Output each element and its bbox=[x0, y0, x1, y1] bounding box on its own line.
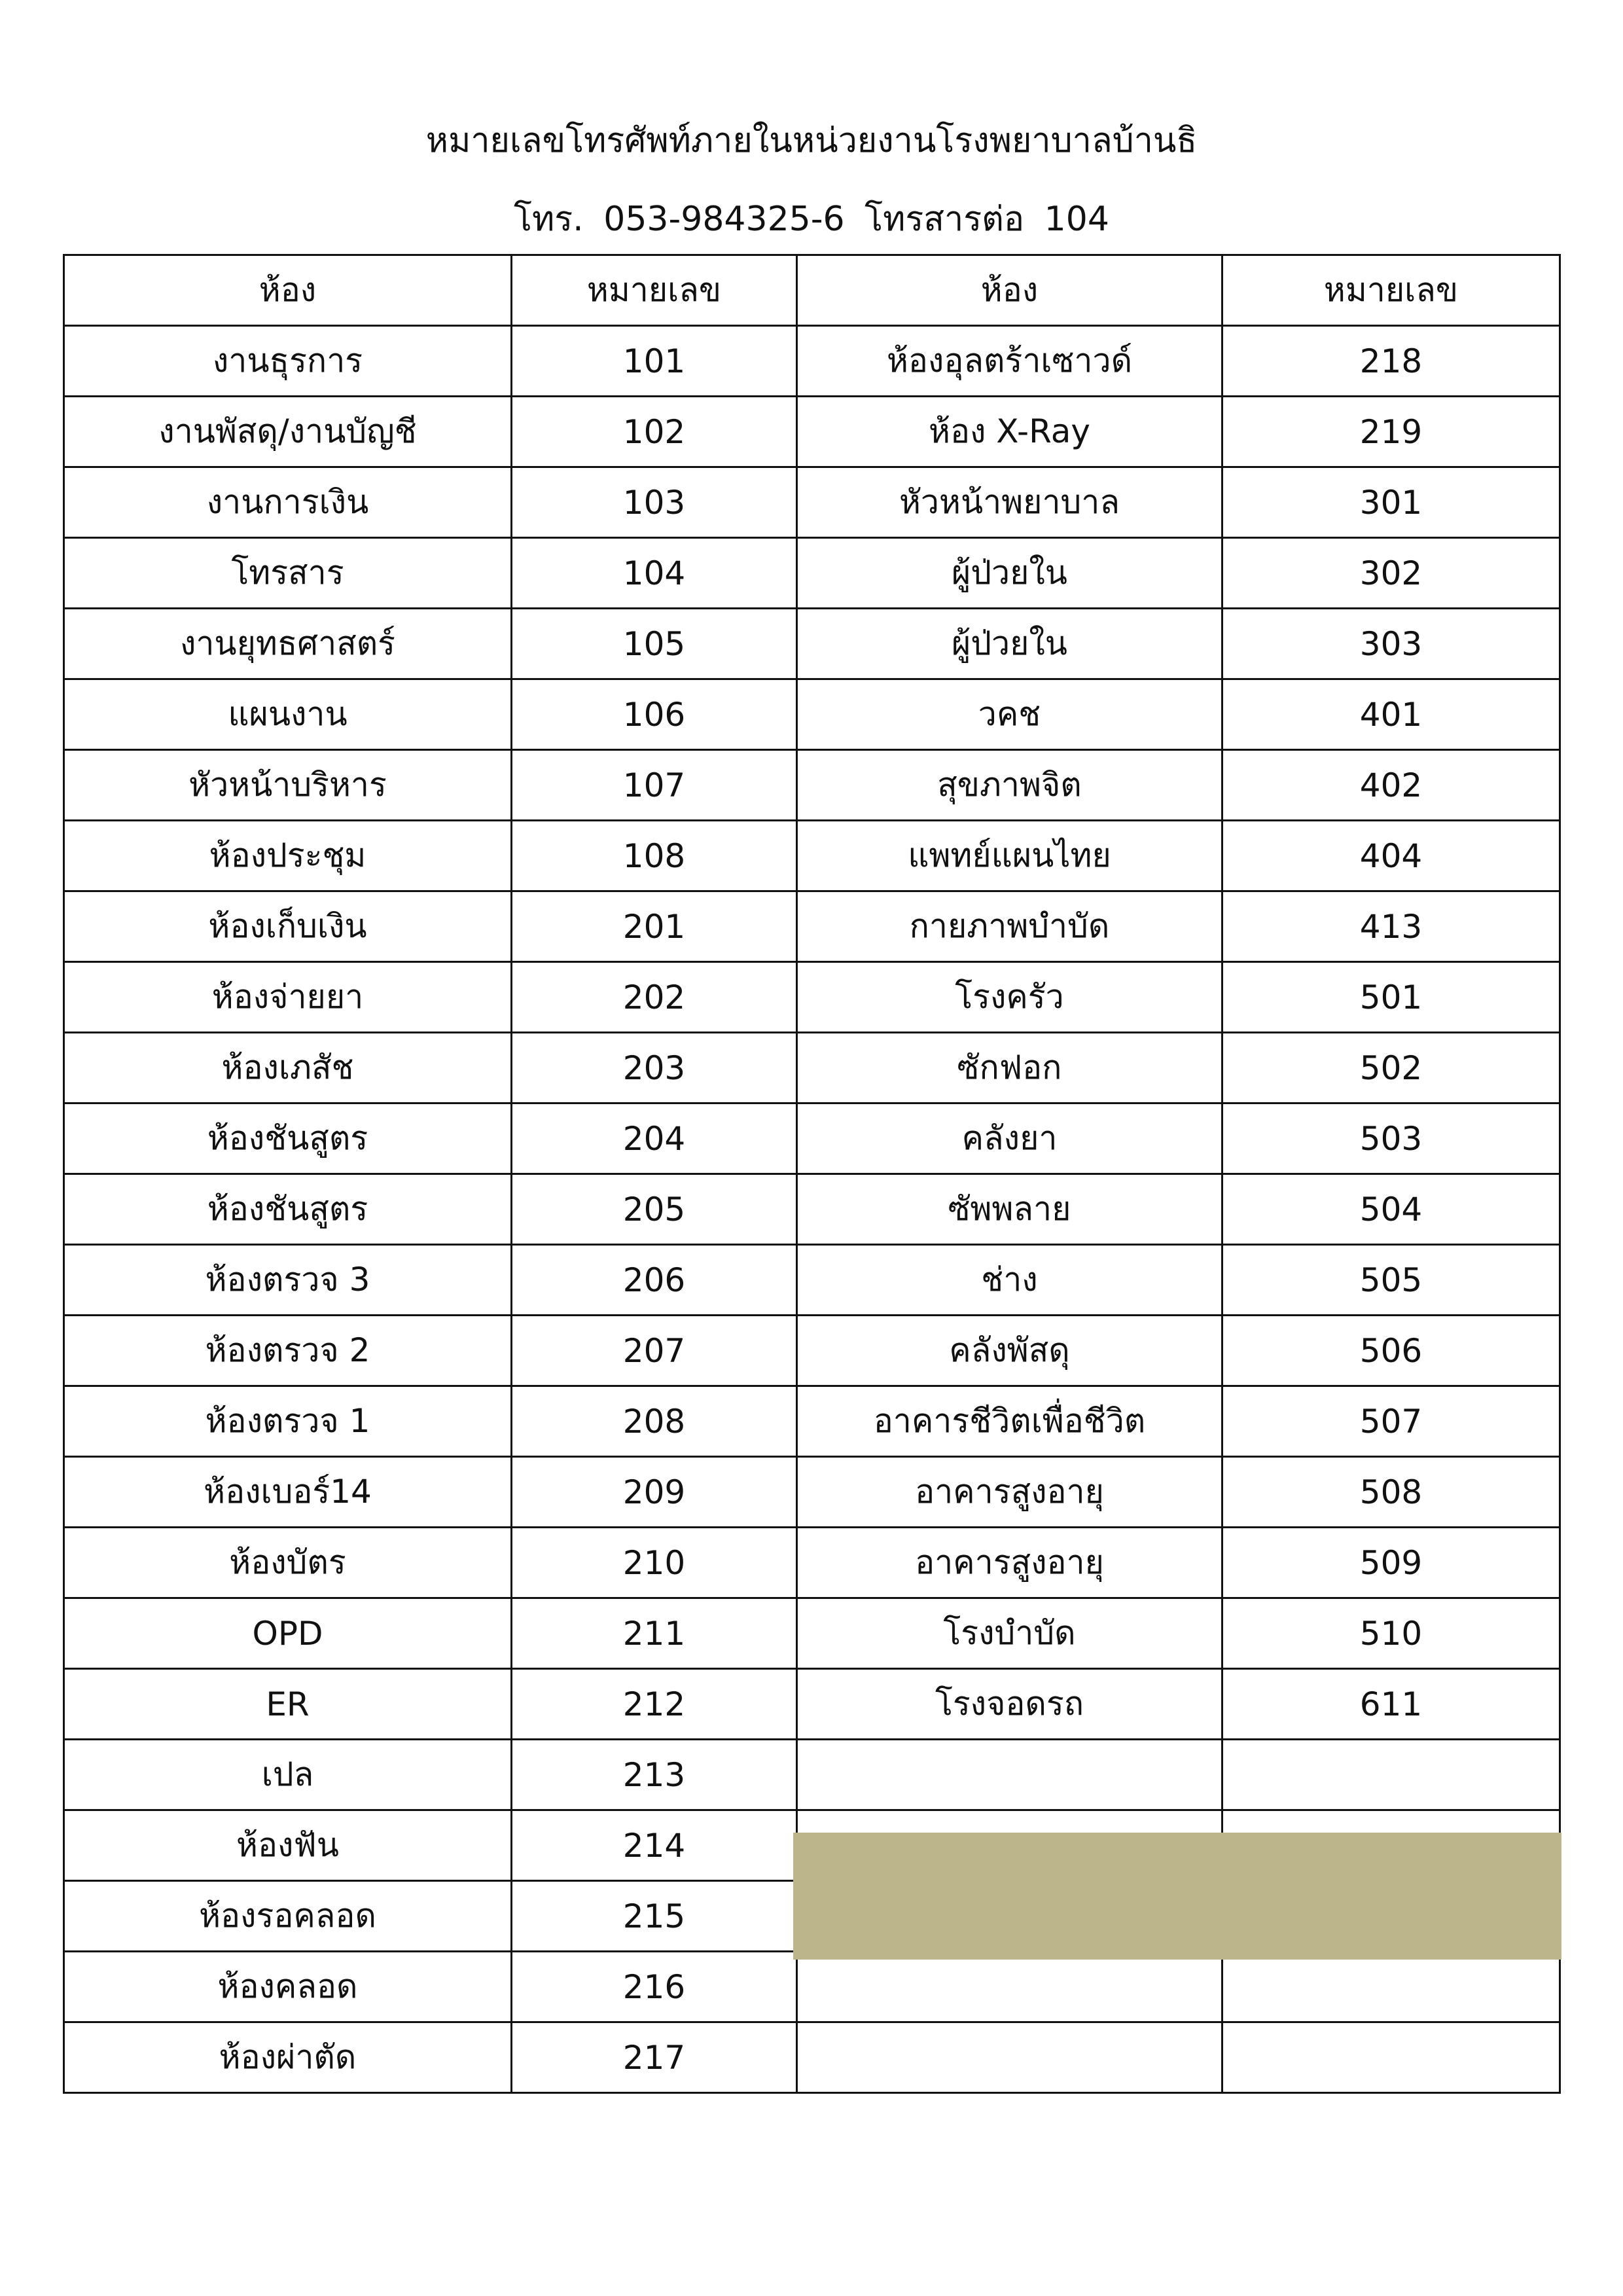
table-row bbox=[64, 467, 1560, 538]
cell-number-right: 302 bbox=[1222, 538, 1560, 609]
cell-room-left: ห้องจ่ายยา bbox=[64, 962, 512, 1033]
table-row bbox=[64, 1952, 1560, 2022]
table-row bbox=[64, 609, 1560, 679]
cell-number-right: 404 bbox=[1222, 821, 1560, 891]
cell-room-left: ห้องตรวจ 2 bbox=[64, 1316, 512, 1386]
cell-number-left: 206 bbox=[512, 1245, 797, 1316]
cell-room-left: ห้องชันสูตร bbox=[64, 1174, 512, 1245]
cell-room-right: หัวหน้าพยาบาล bbox=[797, 467, 1222, 538]
table-row bbox=[64, 1386, 1560, 1457]
cell-number-left: 205 bbox=[512, 1174, 797, 1245]
cell-number-right: 509 bbox=[1222, 1528, 1560, 1598]
cell-number-left: 103 bbox=[512, 467, 797, 538]
cell-number-left: 102 bbox=[512, 397, 797, 467]
cell-room-right: แพทย์แผนไทย bbox=[797, 821, 1222, 891]
cell-number-left: 203 bbox=[512, 1033, 797, 1103]
table-row bbox=[64, 2022, 1560, 2093]
cell-room-left: ห้องตรวจ 1 bbox=[64, 1386, 512, 1457]
table-row bbox=[64, 821, 1560, 891]
cell-room-left: ห้องผ่าตัด bbox=[64, 2022, 512, 2093]
cell-room-right: โรงบำบัด bbox=[797, 1598, 1222, 1669]
cell-room-right bbox=[797, 1740, 1222, 1810]
cell-room-left: ห้องเภสัช bbox=[64, 1033, 512, 1103]
cell-number-left: 216 bbox=[512, 1952, 797, 2022]
cell-room-left: ห้องประชุม bbox=[64, 821, 512, 891]
cell-room-left: ห้องตรวจ 3 bbox=[64, 1245, 512, 1316]
cell-number-right: 502 bbox=[1222, 1033, 1560, 1103]
cell-room-left: งานการเงิน bbox=[64, 467, 512, 538]
cell-number-left: 209 bbox=[512, 1457, 797, 1528]
cell-room-right: ช่าง bbox=[797, 1245, 1222, 1316]
table-row bbox=[64, 1669, 1560, 1740]
cell-room-left: OPD bbox=[64, 1598, 512, 1669]
cell-room-left: ห้องชันสูตร bbox=[64, 1103, 512, 1174]
cell-number-left: 105 bbox=[512, 609, 797, 679]
cell-number-left: 213 bbox=[512, 1740, 797, 1810]
document-title: หมายเลขโทรศัพท์ภายในหน่วยงานโรงพยาบาลบ้านธิ bbox=[425, 121, 1198, 160]
cell-number-right: 401 bbox=[1222, 679, 1560, 750]
table-row bbox=[64, 397, 1560, 467]
cell-room-left: ห้องคลอด bbox=[64, 1952, 512, 2022]
cell-room-right: ซักฟอก bbox=[797, 1033, 1222, 1103]
cell-number-left: 201 bbox=[512, 891, 797, 962]
header-number-right: หมายเลข bbox=[1222, 255, 1560, 326]
cell-room-right: ห้องอุลตร้าเซาวด์ bbox=[797, 326, 1222, 397]
cell-room-left: ห้องเก็บเงิน bbox=[64, 891, 512, 962]
table-row bbox=[64, 1740, 1560, 1810]
cell-number-right: 505 bbox=[1222, 1245, 1560, 1316]
cell-room-left: ห้องบัตร bbox=[64, 1528, 512, 1598]
cell-number-right: 501 bbox=[1222, 962, 1560, 1033]
cell-number-left: 107 bbox=[512, 750, 797, 821]
cell-number-right: 218 bbox=[1222, 326, 1560, 397]
cell-number-left: 212 bbox=[512, 1669, 797, 1740]
cell-number-left: 108 bbox=[512, 821, 797, 891]
table-row bbox=[64, 1598, 1560, 1669]
cell-number-right: 219 bbox=[1222, 397, 1560, 467]
table-row bbox=[64, 679, 1560, 750]
cell-room-left: หัวหน้าบริหาร bbox=[64, 750, 512, 821]
table-row bbox=[64, 326, 1560, 397]
cell-room-left: ห้องฟัน bbox=[64, 1810, 512, 1881]
table-header-row bbox=[64, 255, 1560, 326]
cell-number-right bbox=[1222, 1740, 1560, 1810]
cell-number-right: 510 bbox=[1222, 1598, 1560, 1669]
cell-room-right bbox=[797, 1952, 1222, 2022]
cell-room-right: คลังยา bbox=[797, 1103, 1222, 1174]
cell-room-right: กายภาพบำบัด bbox=[797, 891, 1222, 962]
cell-room-right bbox=[797, 2022, 1222, 2093]
cell-room-right: คลังพัสดุ bbox=[797, 1316, 1222, 1386]
cell-room-right: ซัพพลาย bbox=[797, 1174, 1222, 1245]
table-row bbox=[64, 1174, 1560, 1245]
cell-number-left: 217 bbox=[512, 2022, 797, 2093]
contact-line: โทร. 053-984325-6 โทรสารต่อ 104 bbox=[514, 200, 1109, 239]
cell-room-left: โทรสาร bbox=[64, 538, 512, 609]
cell-number-left: 208 bbox=[512, 1386, 797, 1457]
cell-number-right: 506 bbox=[1222, 1316, 1560, 1386]
cell-number-right: 508 bbox=[1222, 1457, 1560, 1528]
cell-number-left: 207 bbox=[512, 1316, 797, 1386]
cell-number-right: 611 bbox=[1222, 1669, 1560, 1740]
cell-number-right: 507 bbox=[1222, 1386, 1560, 1457]
table-row bbox=[64, 538, 1560, 609]
table-row bbox=[64, 1528, 1560, 1598]
redaction-block bbox=[793, 1833, 1561, 1960]
cell-room-right: โรงครัว bbox=[797, 962, 1222, 1033]
extension-table bbox=[63, 254, 1561, 2094]
cell-number-right bbox=[1222, 1952, 1560, 2022]
cell-number-left: 214 bbox=[512, 1810, 797, 1881]
table-row bbox=[64, 1457, 1560, 1528]
cell-number-left: 204 bbox=[512, 1103, 797, 1174]
cell-number-left: 202 bbox=[512, 962, 797, 1033]
table-row bbox=[64, 1033, 1560, 1103]
cell-room-left: งานธุรการ bbox=[64, 326, 512, 397]
header-number-left: หมายเลข bbox=[512, 255, 797, 326]
cell-room-right: อาคารสูงอายุ bbox=[797, 1528, 1222, 1598]
cell-room-right: สุขภาพจิต bbox=[797, 750, 1222, 821]
table-row bbox=[64, 1245, 1560, 1316]
cell-number-right bbox=[1222, 2022, 1560, 2093]
cell-number-right: 303 bbox=[1222, 609, 1560, 679]
cell-number-left: 101 bbox=[512, 326, 797, 397]
cell-number-right: 503 bbox=[1222, 1103, 1560, 1174]
cell-room-left: แผนงาน bbox=[64, 679, 512, 750]
table-row bbox=[64, 1316, 1560, 1386]
cell-room-right: อาคารสูงอายุ bbox=[797, 1457, 1222, 1528]
cell-number-left: 210 bbox=[512, 1528, 797, 1598]
cell-room-right: โรงจอดรถ bbox=[797, 1669, 1222, 1740]
header-room-left: ห้อง bbox=[64, 255, 512, 326]
cell-number-right: 301 bbox=[1222, 467, 1560, 538]
cell-room-left: ER bbox=[64, 1669, 512, 1740]
cell-room-left: งานยุทธศาสตร์ bbox=[64, 609, 512, 679]
cell-number-left: 104 bbox=[512, 538, 797, 609]
cell-number-left: 106 bbox=[512, 679, 797, 750]
cell-room-left: ห้องรอคลอด bbox=[64, 1881, 512, 1952]
table-body bbox=[64, 326, 1560, 2093]
cell-room-right: อาคารชีวิตเพื่อชีวิต bbox=[797, 1386, 1222, 1457]
table-row bbox=[64, 891, 1560, 962]
table-row bbox=[64, 962, 1560, 1033]
cell-room-left: เปล bbox=[64, 1740, 512, 1810]
cell-room-right: วคช bbox=[797, 679, 1222, 750]
cell-number-left: 215 bbox=[512, 1881, 797, 1952]
table-row bbox=[64, 750, 1560, 821]
header-room-right: ห้อง bbox=[797, 255, 1222, 326]
table-row bbox=[64, 1103, 1560, 1174]
cell-room-right: ห้อง X-Ray bbox=[797, 397, 1222, 467]
cell-number-left: 211 bbox=[512, 1598, 797, 1669]
cell-room-left: งานพัสดุ/งานบัญชี bbox=[64, 397, 512, 467]
cell-room-right: ผู้ป่วยใน bbox=[797, 538, 1222, 609]
cell-number-right: 413 bbox=[1222, 891, 1560, 962]
cell-number-right: 402 bbox=[1222, 750, 1560, 821]
cell-number-right: 504 bbox=[1222, 1174, 1560, 1245]
cell-room-right: ผู้ป่วยใน bbox=[797, 609, 1222, 679]
cell-room-left: ห้องเบอร์14 bbox=[64, 1457, 512, 1528]
